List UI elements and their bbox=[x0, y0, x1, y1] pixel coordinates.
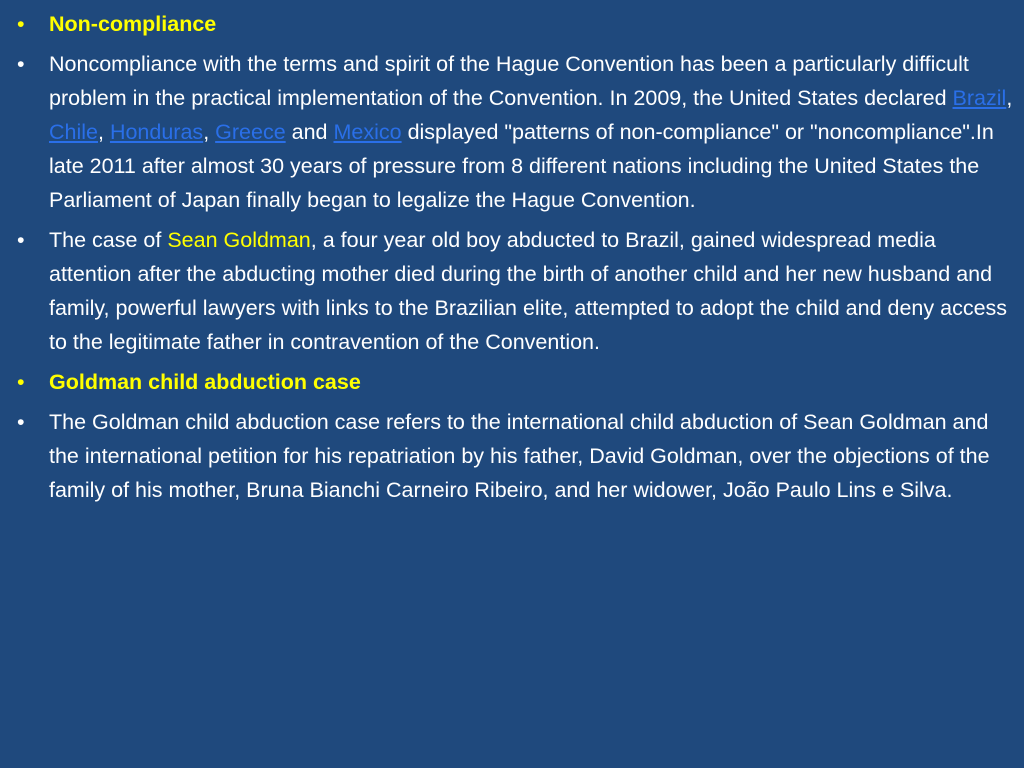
sean-goldman-highlight: Sean Goldman bbox=[167, 228, 311, 252]
separator: , bbox=[203, 120, 216, 144]
bullet-icon: • bbox=[17, 12, 25, 36]
bullet-noncompliance-body bbox=[17, 47, 1017, 217]
link-brazil[interactable]: Brazil bbox=[952, 86, 1007, 110]
heading-noncompliance: Non-compliance bbox=[49, 12, 217, 36]
link-honduras[interactable]: Honduras bbox=[109, 120, 204, 144]
link-chile[interactable]: Chile bbox=[49, 120, 98, 144]
bullet-icon: • bbox=[17, 410, 25, 434]
separator: , bbox=[98, 120, 110, 144]
bullet-icon: • bbox=[17, 370, 25, 394]
noncompliance-text-2: displayed "patterns of non-compliance" or "noncompliance".In late 2011 after almost 30 years of pressure from 8 different nations including the United States the Parliament of Japan finally began to legalize the Hague Convention. bbox=[49, 120, 994, 212]
case-text-2: , a four year old boy abducted to Brazil, gained widespread media attention after the abducting mother died during the birth of another child and her new husband and family, powerful lawyers with links to the Brazilian elite, attempted to adopt the child and deny access to the legitimate father in contravention of the Convention. bbox=[49, 228, 1008, 354]
bullet-icon: • bbox=[17, 228, 25, 252]
noncompliance-text-1: Noncompliance with the terms and spirit of the Hague Convention has been a particularly difficult problem in the practical implementation of the Convention. In 2009, the United States declared bbox=[49, 52, 969, 110]
separator: and bbox=[285, 120, 334, 144]
bullet-list bbox=[17, 7, 1017, 513]
bullet-goldman-heading bbox=[17, 365, 1017, 399]
bullet-icon: • bbox=[17, 52, 25, 76]
bullet-noncompliance-heading bbox=[17, 7, 1017, 41]
link-greece[interactable]: Greece bbox=[215, 120, 286, 144]
heading-goldman-case: Goldman child abduction case bbox=[49, 370, 361, 394]
goldman-case-text: The Goldman child abduction case refers to the international child abduction of Sean Goldman and the international petition for his repatriation by his father, David Goldman, over the objections of the family of his mother, Bruna Bianchi Carneiro Ribeiro, and her widower, João Paulo Lins e Silva. bbox=[49, 410, 990, 502]
bullet-sean-goldman-case bbox=[17, 223, 1017, 359]
link-mexico[interactable]: Mexico bbox=[333, 120, 402, 144]
bullet-goldman-body bbox=[17, 405, 1017, 507]
case-text-1: The case of bbox=[49, 228, 168, 252]
separator: , bbox=[1006, 86, 1013, 110]
